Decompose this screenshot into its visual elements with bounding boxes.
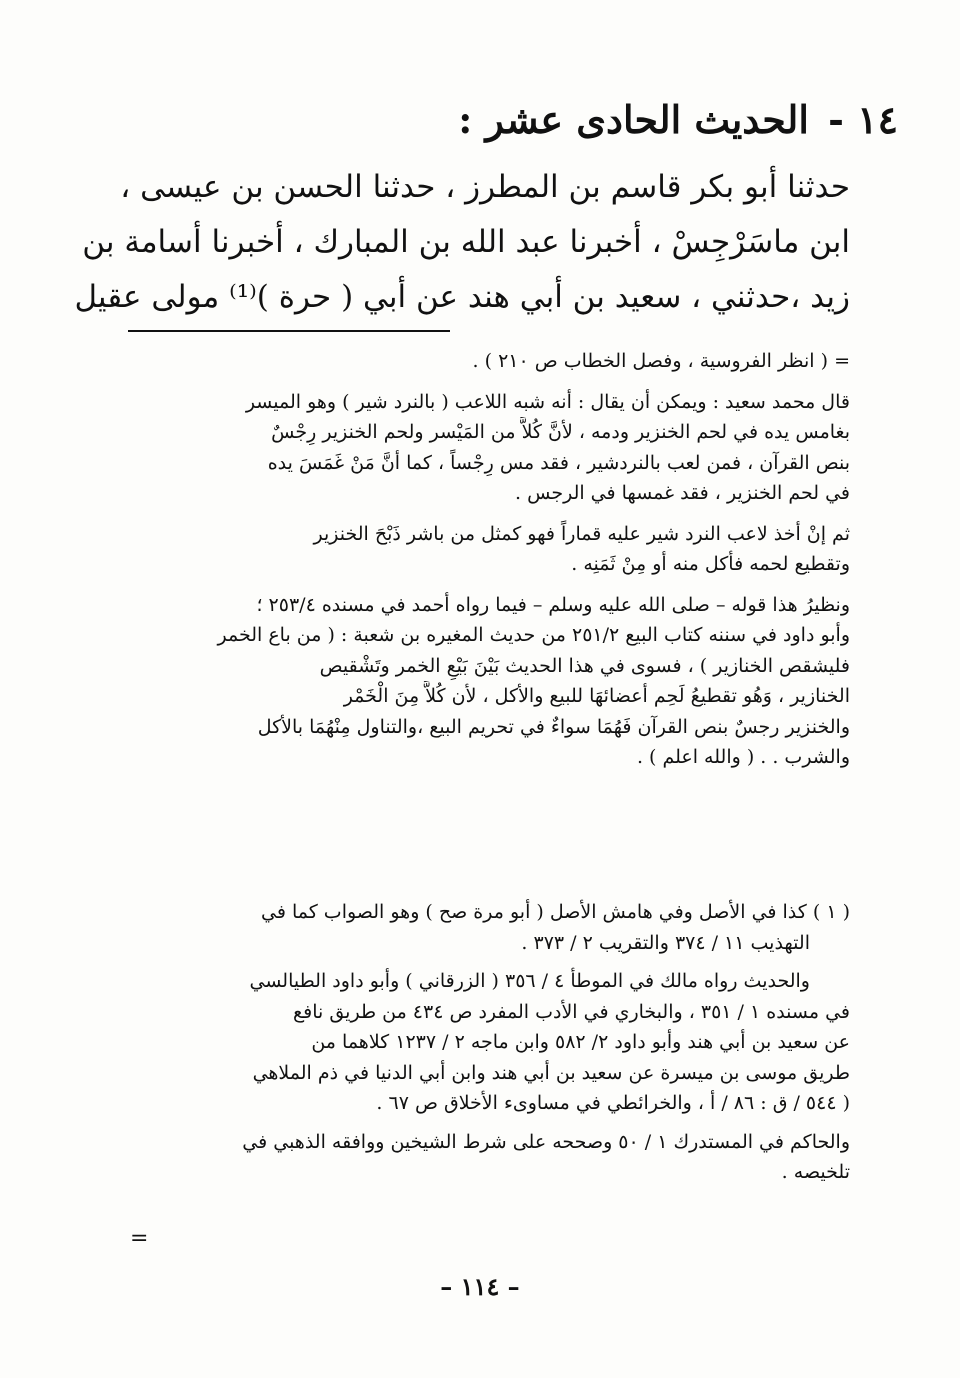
note-paragraph: [110, 519, 850, 580]
isnad-line: ابن ماسَرْجِسْ ، أخبرنا عبد الله بن المبارك ، أخبرنا أسامة بن: [82, 224, 850, 260]
note-line: ثم إنْ أخذ لاعب النرد شير عليه قماراً فهو كمثل من باشر ذَبْحَ الخنزير: [313, 522, 850, 545]
footnote-line: التهذيب ١١ / ٣٧٤ والتقريب ٢ / ٣٧٣ .: [521, 931, 810, 954]
note-line: قال محمد سعيد : ويمكن أن يقال : أنه شبه اللاعب ( بالنرد شير ) وهو الميسر: [245, 390, 850, 413]
note-line: والخنزير رجسٌ بنص القرآن فَهُمَا سواءٌ في تحريم البيع ،والتناول مِنْهُمَا بالأكل: [257, 715, 850, 738]
note-line: في لحم الخنزير ، فقد غمسها في الرجس .: [515, 482, 850, 504]
note-line: الخنازير ، وَهُو تقطيعُ لَحِم أعضائهَا للبيع والأكل ، لأن كُلاًّ مِنَ الْخَمْر: [343, 685, 850, 707]
footnote-1: [110, 897, 850, 958]
isnad-line: زيد ،حدثني ، سعيد بن أبي هند عن أبي ( حرة )⁽¹⁾ مولى عقيل: [74, 279, 850, 315]
hadith-title: الحديث الحادى عشر :: [458, 97, 809, 142]
note-line: وأبو داود في سننه كتاب البيع ٢٥١/٢ من حديث المغيره بن شعبة : ( من باع الخمر: [217, 624, 850, 646]
footnote-line: في مسنده ١ / ٣٥١ ، والبخاري في الأدب المفرد ص ٤٣٤ من طريق نافع: [293, 1000, 850, 1023]
footnote-paragraph: [110, 966, 850, 1119]
footnotes: [110, 897, 850, 1196]
footnote-line: عن سعيد بن أبي هند وأبو داود ٢/ ٥٨٢ وابن ماجه ٢ / ١٢٣٧ كلاهما من: [311, 1031, 850, 1053]
footnote-divider: [128, 330, 450, 332]
note-paragraph: [110, 590, 850, 773]
note-line: والشرب . . ( والله اعلم ) .: [636, 746, 850, 768]
hadith-isnad: [74, 160, 850, 325]
continuation-mark: =: [130, 1226, 149, 1251]
footnote-line: طريق موسى بن ميسرة عن سعيد بن أبي هند وابن أبي الدنيا في ذم الملاهي: [252, 1061, 850, 1084]
footnote-line: ( ٥٤٤ / ق : ٨٦ / أ ، والخرائطي في مساوىء الأخلاق ص ٦٧ .: [376, 1092, 850, 1114]
isnad-line: حدثنا أبو بكر قاسم بن المطرز ، حدثنا الحسن بن عيسى ،: [120, 169, 850, 205]
hadith-number: ١٤ -: [828, 97, 898, 142]
note-line: فليشقص الخنازير ) ، فسوى في هذا الحديث بَيْنَ بَيْعِ الخمر وتَشْقيص: [319, 654, 850, 677]
footnote-line: والحديث رواه مالك في الموطأ ٤ / ٣٥٦ ( الزرقاني ) وأبو داود الطيالسي: [249, 970, 810, 992]
hadith-heading: [198, 92, 898, 148]
footnote-line: والحاكم في المستدرك ١ / ٥٠ وصححه على شرط الشيخين ووافقه الذهبي في: [242, 1130, 850, 1153]
footnote-paragraph: [110, 1127, 850, 1188]
footnote-line: ( ١ ) كذا في الأصل وفي هامش الأصل ( أبو مرة صح ) وهو الصواب كما في: [260, 901, 850, 923]
note-paragraph: [110, 387, 850, 509]
commentary-notes: [110, 346, 850, 783]
note-paragraph: [110, 346, 850, 377]
page-number: – ١١٤ –: [440, 1272, 520, 1301]
footnote-line: تلخيصه .: [781, 1161, 850, 1183]
note-line: = ( انظر الفروسية ، وفصل الخطاب ص ٢١٠ ) .: [472, 350, 850, 372]
note-line: ونظيرُ هذا قوله – صلى الله عليه وسلم – فيما رواه أحمد في مسنده ٢٥٣/٤ ؛: [256, 593, 850, 616]
note-line: وتقطيع لحمه فأكل منه أو مِنْ ثَمَنِه .: [571, 553, 850, 575]
note-line: بغامس يده في لحم الخنزير ودمه ، لأنَّ كُلاًّ من المَيْسر ولحم الخنزير رِجْسٌ: [271, 421, 850, 443]
note-line: بنص القرآن ، فمن لعب بالنردشير ، فقد مس رِجْساً ، كما أنَّ مَنْ غَمَسَ يده: [267, 451, 850, 474]
